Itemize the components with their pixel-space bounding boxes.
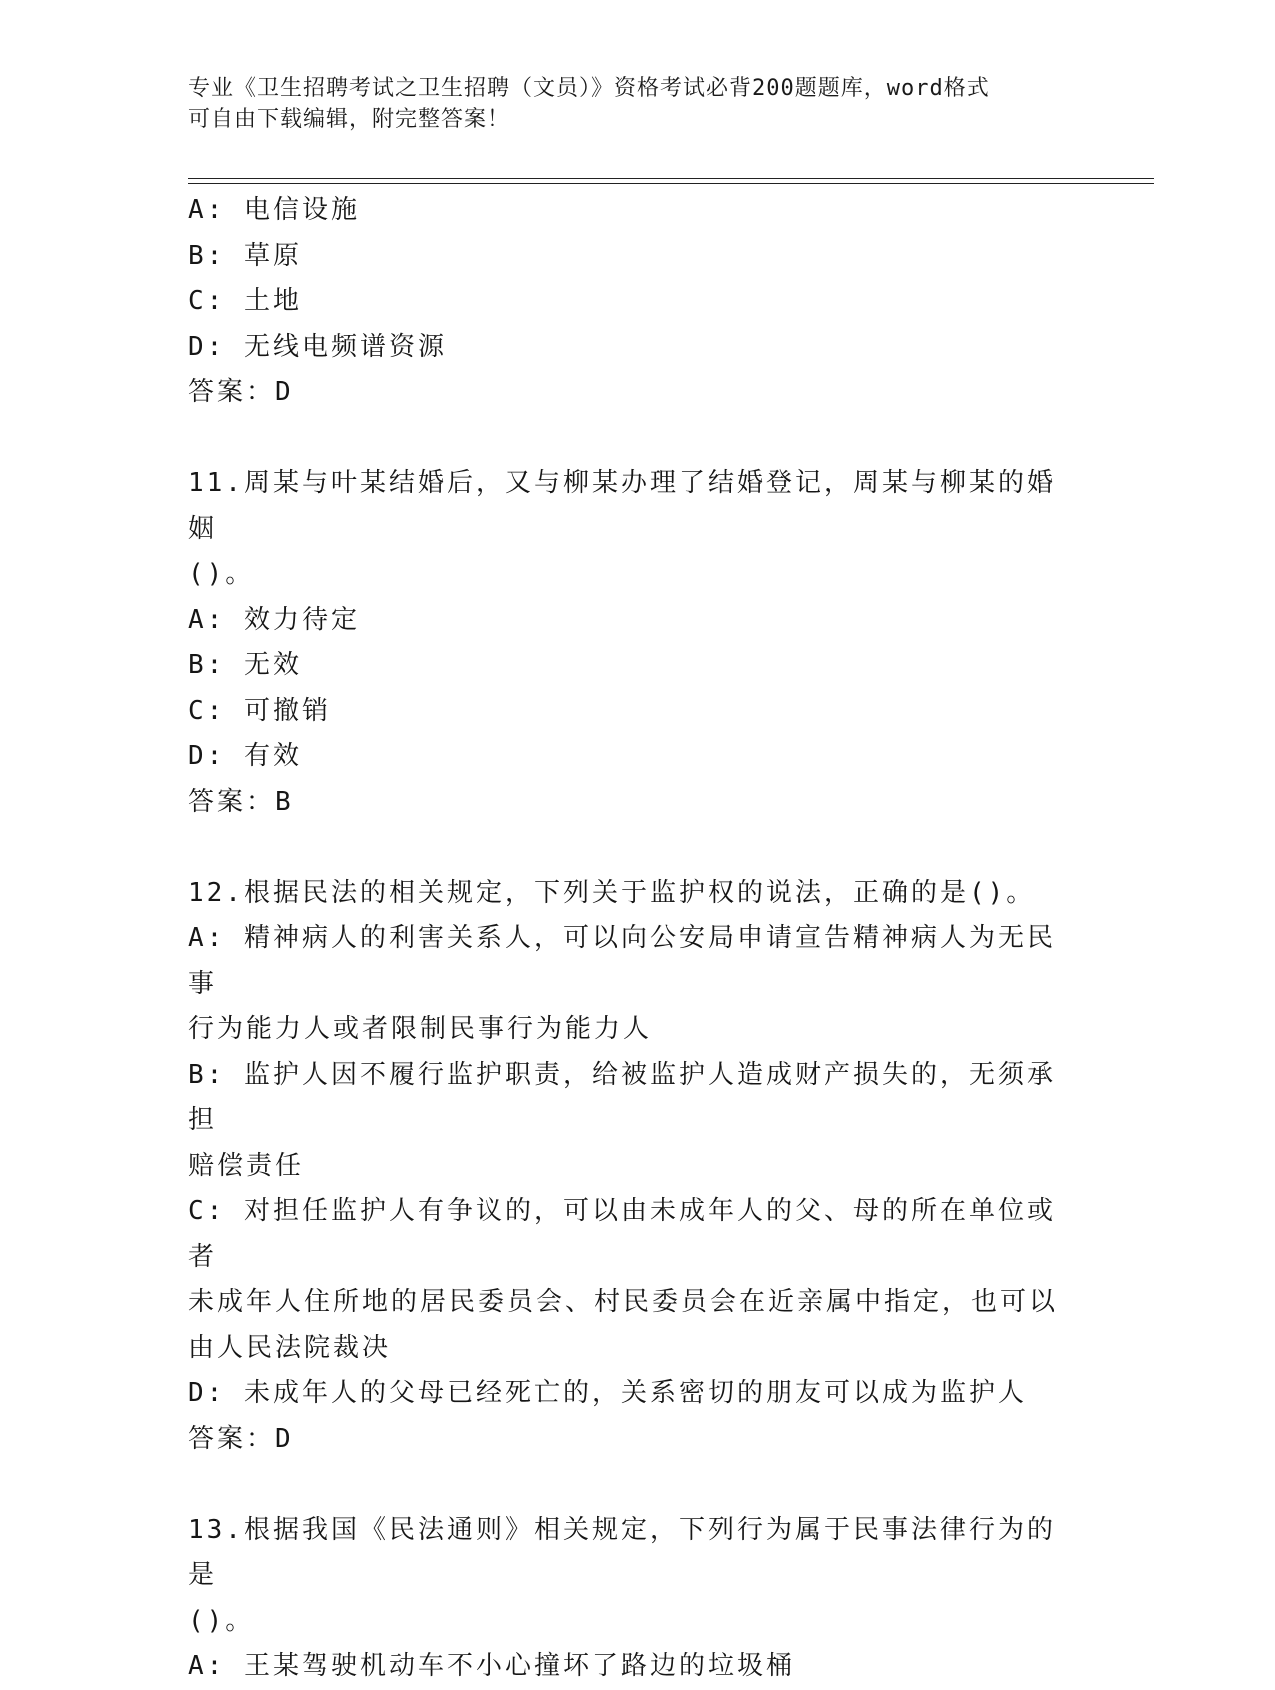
answer-line: 答案：B xyxy=(188,786,294,817)
option-c-continued: 未成年人住所地的居民委员会、村民委员会在近亲属中指定，也可以 xyxy=(188,1287,1059,1317)
question-11 xyxy=(188,461,1078,825)
spacer xyxy=(188,1462,1078,1508)
question-13 xyxy=(188,1508,1078,1690)
option-b: B: 监护人因不履行监护职责，给被监护人造成财产损失的，无须承担 xyxy=(188,1059,1056,1135)
option-c: C: 对担任监护人有争议的，可以由未成年人的父、母的所在单位或者 xyxy=(188,1196,1056,1272)
option-b: B: 无效 xyxy=(188,650,302,680)
spacer xyxy=(188,825,1078,871)
spacer xyxy=(188,416,1078,462)
option-a-continued: 行为能力人或者限制民事行为能力人 xyxy=(188,1014,653,1044)
option-d: D: 无线电频谱资源 xyxy=(188,331,447,362)
question-stem: 11.周某与叶某结婚后，又与柳某办理了结婚登记，周某与柳某的婚姻 xyxy=(188,468,1056,544)
header-divider-top xyxy=(188,178,1154,179)
option-a: A: 效力待定 xyxy=(188,604,360,635)
answer-line: 答案：D xyxy=(188,377,294,407)
question-stem: 13.根据我国《民法通则》相关规定，下列行为属于民事法律行为的是 xyxy=(188,1514,1056,1590)
option-b: B: 草原 xyxy=(188,240,302,271)
question-stem: 12.根据民法的相关规定，下列关于监护权的说法，正确的是()。 xyxy=(188,877,1036,908)
header-divider-bottom xyxy=(188,183,1154,184)
question-12 xyxy=(188,871,1078,1463)
header-title-line-1: 专业《卫生招聘考试之卫生招聘（文员）》资格考试必背200题题库，word格式 xyxy=(188,76,990,101)
option-a: A: 王某驾驶机动车不小心撞坏了路边的垃圾桶 xyxy=(188,1651,795,1681)
option-a: A: 精神病人的利害关系人，可以向公安局申请宣告精神病人为无民事 xyxy=(188,923,1056,999)
option-b-continued: 赔偿责任 xyxy=(188,1150,305,1181)
option-a: A: 电信设施 xyxy=(188,195,360,225)
answer-line: 答案：D xyxy=(188,1423,294,1454)
option-d: D: 未成年人的父母已经死亡的，关系密切的朋友可以成为监护人 xyxy=(188,1378,1027,1408)
option-c: C: 可撤销 xyxy=(188,695,331,726)
option-d: D: 有效 xyxy=(188,741,302,771)
option-c-continued: 由人民法院裁决 xyxy=(188,1332,392,1363)
document-header xyxy=(188,73,1068,135)
question-list xyxy=(188,188,1078,1690)
question-stem-continued: ()。 xyxy=(188,559,255,589)
option-c: C: 土地 xyxy=(188,286,302,316)
question-10 xyxy=(188,188,1078,416)
header-title-line-2: 可自由下载编辑，附完整答案！ xyxy=(188,107,511,132)
question-stem-continued: ()。 xyxy=(188,1605,255,1636)
